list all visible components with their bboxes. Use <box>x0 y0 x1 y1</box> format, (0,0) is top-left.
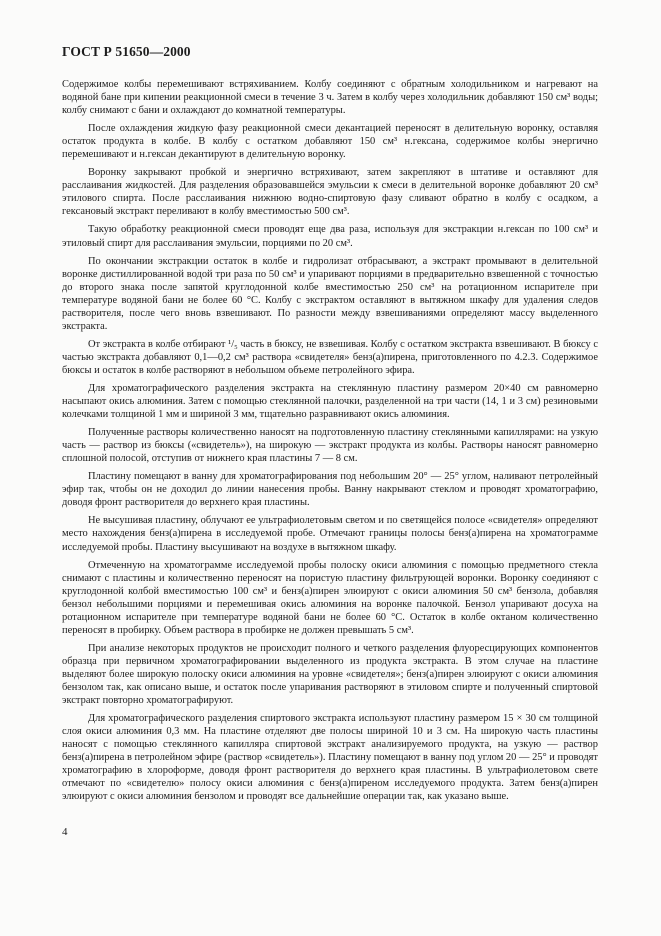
paragraph-2: После охлаждения жидкую фазу реакционной смеси декантацией переносят в делительную воронку, оставляя остаток продукта в колбе. В колбу с остатком добавляют 150 см³ н.гексана, содержимое колбы энергично перемешивают и н.гексан декантируют в делительную воронку. <box>62 123 598 161</box>
paragraph-6: От экстракта в колбе отбирают ¹/₅ часть в бюксу, не взвешивая. Колбу с остатком экстракта взвешивают. В бюксу с частью экстракта добавляют 0,1—0,2 см³ раствора «свидетеля» бенз(а)пирена, приготовленного по 4.2.3. Содержимое бюксы и остаток в колбе растворяют в небольшом объеме петролейного эфира. <box>62 338 598 376</box>
paragraph-12: При анализе некоторых продуктов не происходит полного и четкого разделения флуоресцирующих компонентов образца при первичном хроматографировании выделенного из продукта экстракта. В этом случае на пластине выделяют более широкую полоску окиси алюминия на уровне «свидетеля»; бенз(а)пирен элюируют с окиси алюминия бензолом так, как описано выше, и остаток после упаривания растворяют в этиловом спирте и полученный спиртовой экстракт повторно хроматографируют. <box>62 642 598 707</box>
paragraph-11: Отмеченную на хроматограмме исследуемой пробы полоску окиси алюминия с помощью предметного стекла снимают с пластины и количественно переносят на пористую пластину фильтрующей воронки. Воронку соединяют с круглодонной колбой вместимостью 100 см³ и бенз(а)пирен элюируют с окиси алюминия 50 см³ бензола, добавляя бензол небольшими порциями и перемешивая окись алюминия на воронке палочкой. Бензол упаривают досуха на ротационном испарителе при температуре водяной бани не более 60 °С. Остаток в колбе октаном количественно переносят в пробирку. Объем раствора в пробирке не должен превышать 5 см³. <box>62 559 598 636</box>
paragraph-5: По окончании экстракции остаток в колбе и гидролизат отбрасывают, а экстракт промывают в делительной воронке дистиллированной водой три раза по 50 см³ и упаривают порциями в предварительно взвешенной с точностью до второго знака после запятой круглодонной колбе вместимостью 250 см³ на ротационном испарителе при температуре водяной бани не более 60 °С. Колбу с экстрактом оставляют в вытяжном шкафу для удаления следов растворителя, после чего вновь взвешивают. По разности между взвешиваниями определяют массу выделенного экстракта. <box>62 255 598 332</box>
paragraph-13: Для хроматографического разделения спиртового экстракта используют пластину размером 15 × 30 см толщиной слоя окиси алюминия 0,3 мм. На пластине отделяют две полосы шириной 10 и 3 см. На широкую часть пластины наносят с помощью стеклянного капилляра спиртовой экстракт анализируемого продукта, на узкую — раствор бенз(а)пирена в петролейном эфире (раствор «свидетель»). Пластину помещают в ванну под углом 20 — 25° и проводят хроматографию в хлороформе, доводя фронт растворителя до верхнего края пластины. В ультрафиолетовом свете отмечают по «свидетелю» полосу окиси алюминия с бенз(а)пиреном исследуемого продукта. Затем бенз(а)пирен элюируют с окиси алюминия бензолом и проводят все дальнейшие операции так, как указано выше. <box>62 713 598 803</box>
paragraph-3: Воронку закрывают пробкой и энергично встряхивают, затем закрепляют в штативе и оставляют для расслаивания жидкостей. Для разделения образовавшейся эмульсии к смеси в делительной воронке добавляют 20 см³ этилового спирта. После расслаивания нижнюю водно-спиртовую фазу сливают обратно в колбу с осадком, а гексановый экстракт переливают в колбу вместимостью 500 см³. <box>62 167 598 218</box>
paragraph-4: Такую обработку реакционной смеси проводят еще два раза, используя для экстракции н.гексан по 100 см³ и этиловый спирт для расслаивания эмульсии, порциями по 20 см³. <box>62 224 598 249</box>
paragraph-9: Пластину помещают в ванну для хроматографирования под небольшим 20° — 25° углом, наливают петролейный эфир так, чтобы он не доходил до линии нанесения пробы. Ванну накрывают стеклом и проводят хроматографию, доводя фронт растворителя до верхнего края пластины. <box>62 471 598 509</box>
paragraph-8: Полученные растворы количественно наносят на подготовленную пластину стеклянными капиллярами: на узкую часть — раствор из бюксы («свидетель»), на широкую — экстракт продукта из колбы. Растворы наносят равномерно сплошной полосой, отступив от нижнего края пластины 7 — 8 см. <box>62 427 598 465</box>
body-text <box>62 78 598 803</box>
paragraph-10: Не высушивая пластину, облучают ее ультрафиолетовым светом и по светящейся полосе «свидетеля» определяют место нахождения бенз(а)пирена в исследуемой пробе. Отмечают границы полосы бенз(а)пирена на хроматограмме исследуемой пробы. Пластину высушивают на воздухе в вытяжном шкафу. <box>62 515 598 553</box>
page-number: 4 <box>62 826 68 838</box>
paragraph-1: Содержимое колбы перемешивают встряхиванием. Колбу соединяют с обратным холодильником и нагревают на водяной бане при кипении реакционной смеси в течение 3 ч. Затем в колбу через холодильник добавляют 150 см³ воды; колбу снимают с бани и охлаждают до комнатной температуры. <box>62 79 598 117</box>
document-header: ГОСТ Р 51650—2000 <box>62 44 191 59</box>
paragraph-7: Для хроматографического разделения экстракта на стеклянную пластину размером 20×40 см равномерно насыпают окись алюминия. Затем с помощью стеклянной палочки, разделенной на три части (14, 1 и 3 см) резиновыми колечками толщиной 1 мм и шириной 3 мм, тщательно разравнивают окись алюминия. <box>62 382 598 421</box>
